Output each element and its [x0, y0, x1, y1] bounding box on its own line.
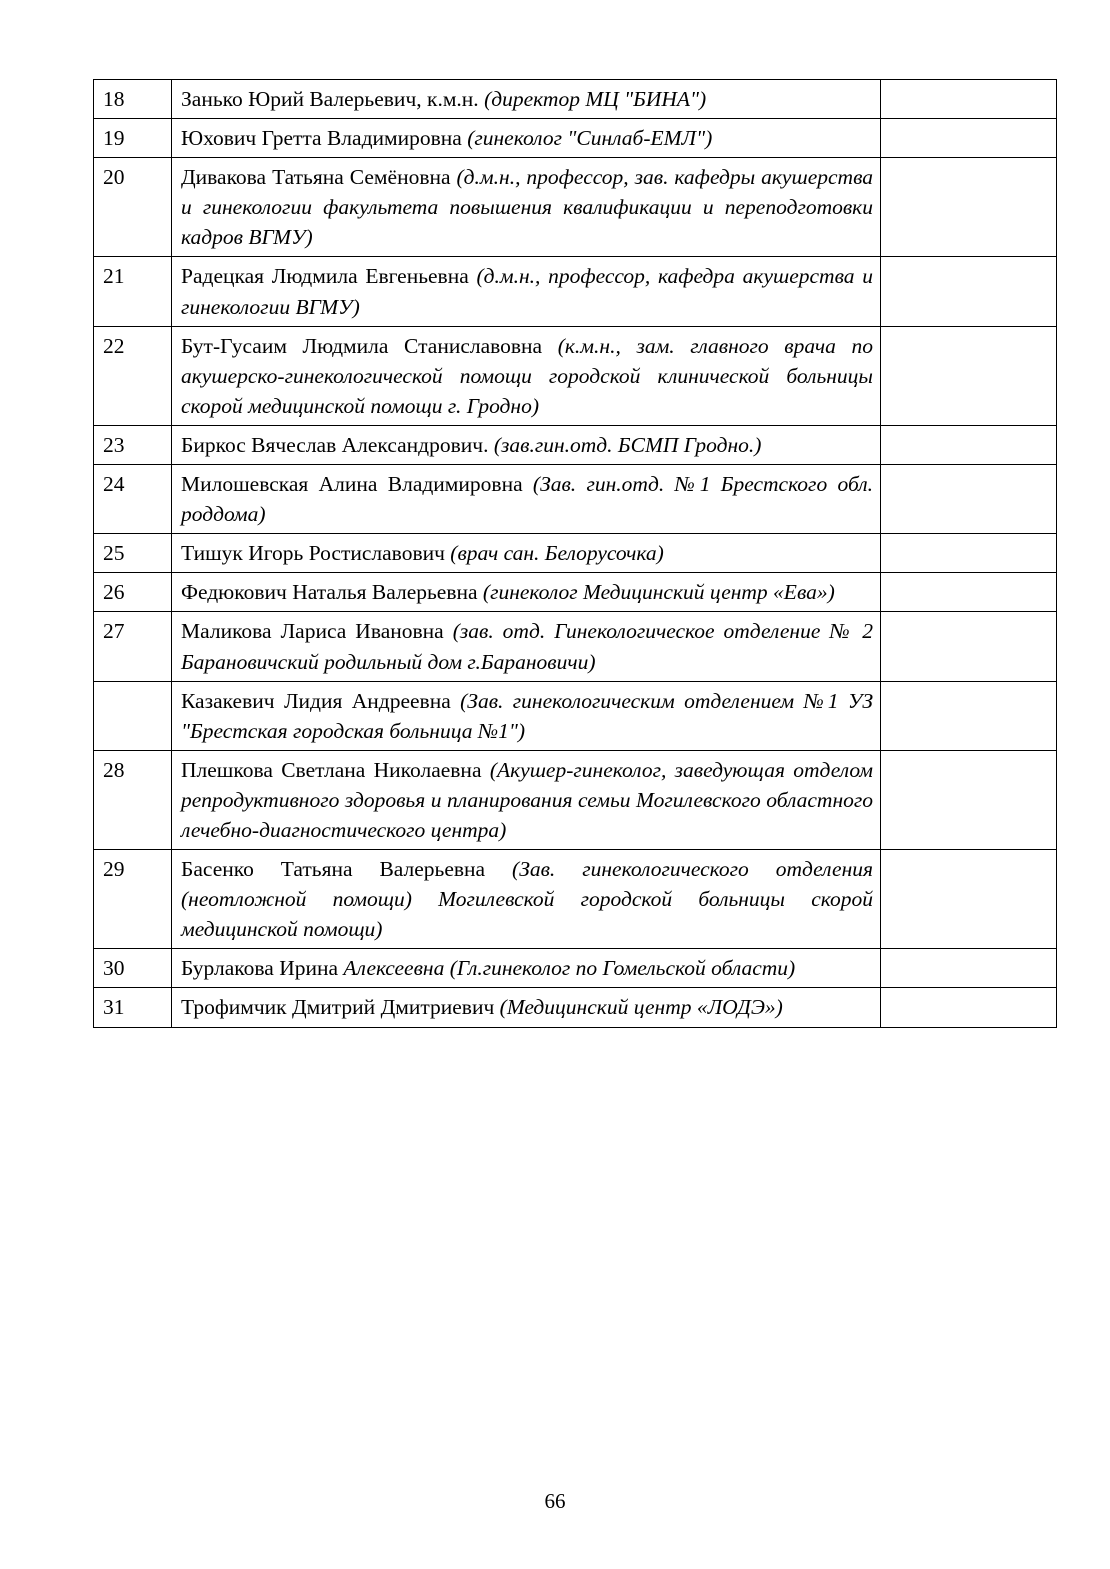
participant-affiliation: (Зав. гин.отд. №1 Брестского обл. роддома) [181, 472, 873, 527]
row-number-cell: 21 [94, 257, 172, 326]
table-row [94, 257, 1057, 326]
table-row [94, 988, 1057, 1027]
table-row [94, 158, 1057, 257]
participant-text [181, 430, 873, 460]
row-number-cell: 19 [94, 119, 172, 158]
participant-affiliation: (к.м.н., зам. главного врача по акушерско-гинекологической помощи городской клинической больницы скорой медицинской помощи г. Гродно) [181, 333, 873, 418]
participant-cell [172, 534, 881, 573]
participants-table-body [94, 80, 1057, 1028]
participant-affiliation: (гинеколог "Синлаб-ЕМЛ") [467, 126, 713, 151]
participant-affiliation: (врач сан. Белорусочка) [450, 541, 664, 566]
participant-text [181, 854, 873, 944]
participant-name: Бут-Гусаим Людмила Станиславовна [181, 333, 558, 358]
participant-name: Федюкович Наталья Валерьевна [181, 580, 483, 605]
table-row [94, 425, 1057, 464]
table-row [94, 750, 1057, 849]
signature-cell [881, 119, 1057, 158]
participant-text [181, 616, 873, 676]
participant-name: Басенко Татьяна Валерьевна [181, 857, 513, 882]
table-row [94, 534, 1057, 573]
table-row [94, 573, 1057, 612]
row-number-cell: 26 [94, 573, 172, 612]
participant-name: Казакевич Лидия Андреевна [181, 688, 461, 713]
row-number-cell: 29 [94, 850, 172, 949]
participant-affiliation: (гинеколог Медицинский центр «Ева») [482, 580, 835, 605]
participant-text [181, 953, 873, 983]
signature-cell [881, 425, 1057, 464]
signature-cell [881, 80, 1057, 119]
participant-affiliation: (Зав. гинекологического отделения (неотложной помощи) Могилевской городской больницы скорой медицинской помощи) [181, 857, 873, 942]
participant-text [181, 469, 873, 529]
table-row [94, 465, 1057, 534]
table-row [94, 326, 1057, 425]
signature-cell [881, 850, 1057, 949]
signature-cell [881, 257, 1057, 326]
row-number-cell: 20 [94, 158, 172, 257]
table-row [94, 949, 1057, 988]
row-number-cell: 25 [94, 534, 172, 573]
participant-text [181, 538, 873, 568]
table-row [94, 681, 1057, 750]
table-row [94, 612, 1057, 681]
row-number-cell: 30 [94, 949, 172, 988]
participant-cell [172, 850, 881, 949]
participant-cell [172, 425, 881, 464]
participant-cell [172, 465, 881, 534]
participant-cell [172, 573, 881, 612]
participant-cell [172, 80, 881, 119]
page-number: 66 [544, 1489, 566, 1513]
row-number-cell: 23 [94, 425, 172, 464]
participant-name: Милошевская Алина Владимировна [181, 472, 533, 497]
participant-name: Биркос Вячеслав Александрович. [181, 432, 494, 457]
participant-text [181, 992, 873, 1022]
participant-cell [172, 750, 881, 849]
signature-cell [881, 949, 1057, 988]
participant-affiliation: (Акушер-гинеколог, заведующая отделом репродуктивного здоровья и планирования семьи Могилевского областного лечебно-диагностического центра) [181, 757, 873, 842]
participant-text [181, 123, 873, 153]
participant-name: Плешкова Светлана Николаевна [181, 757, 490, 782]
signature-cell [881, 612, 1057, 681]
participant-affiliation: (д.м.н., профессор, зав. кафедры акушерства и гинекологии факультета повышения квалификации и переподготовки кадров ВГМУ) [181, 165, 874, 250]
participant-cell [172, 257, 881, 326]
participant-cell [172, 119, 881, 158]
participant-name: Трофимчик Дмитрий Дмитриевич [181, 995, 500, 1020]
signature-cell [881, 158, 1057, 257]
participant-text [181, 577, 873, 607]
participant-name: Маликова Лариса Ивановна [181, 619, 453, 644]
signature-cell [881, 988, 1057, 1027]
participant-text [181, 84, 873, 114]
participant-cell [172, 949, 881, 988]
participant-affiliation: (зав. отд. Гинекологическое отделение № 2 Барановичский родильный дом г.Барановичи) [181, 619, 873, 674]
participant-cell [172, 158, 881, 257]
participant-affiliation: (директор МЦ "БИНА") [484, 87, 707, 111]
participant-name: Дивакова Татьяна Семёновна [181, 165, 457, 190]
row-number-cell: 18 [94, 80, 172, 119]
participant-name: Радецкая Людмила Евгеньевна [181, 264, 477, 289]
participant-affiliation: (Медицинский центр «ЛОДЭ») [499, 995, 783, 1020]
participant-text [181, 686, 873, 746]
participant-name: Бурлакова Ирина [181, 956, 344, 981]
participant-affiliation: Алексеевна (Гл.гинеколог по Гомельской области) [343, 956, 796, 981]
table-row [94, 80, 1057, 119]
participant-cell [172, 681, 881, 750]
signature-cell [881, 681, 1057, 750]
table-row [94, 119, 1057, 158]
row-number-cell: 27 [94, 612, 172, 681]
row-number-cell: 22 [94, 326, 172, 425]
participant-text [181, 755, 873, 845]
row-number-cell: 31 [94, 988, 172, 1027]
participant-name: Тишук Игорь Ростиславович [181, 541, 451, 566]
participant-affiliation: (зав.гин.отд. БСМП Гродно.) [493, 432, 762, 457]
signature-cell [881, 750, 1057, 849]
row-number-cell: 24 [94, 465, 172, 534]
participants-table [93, 79, 1057, 1028]
signature-cell [881, 326, 1057, 425]
signature-cell [881, 465, 1057, 534]
signature-cell [881, 534, 1057, 573]
participant-cell [172, 612, 881, 681]
participant-name: Занько Юрий Валерьевич, к.м.н. [181, 87, 485, 111]
signature-cell [881, 573, 1057, 612]
participant-text [181, 162, 873, 252]
participant-text [181, 261, 873, 321]
row-number-cell: 28 [94, 750, 172, 849]
participant-cell [172, 988, 881, 1027]
participant-text [181, 331, 873, 421]
table-row [94, 850, 1057, 949]
participant-affiliation: (д.м.н., профессор, кафедра акушерства и гинекологии ВГМУ) [181, 264, 873, 319]
row-number-cell [94, 681, 172, 750]
participant-affiliation: (Зав. гинекологическим отделением №1 УЗ "Брестская городская больница №1") [181, 688, 873, 743]
participant-cell [172, 326, 881, 425]
participant-name: Юхович Гретта Владимировна [181, 126, 468, 151]
